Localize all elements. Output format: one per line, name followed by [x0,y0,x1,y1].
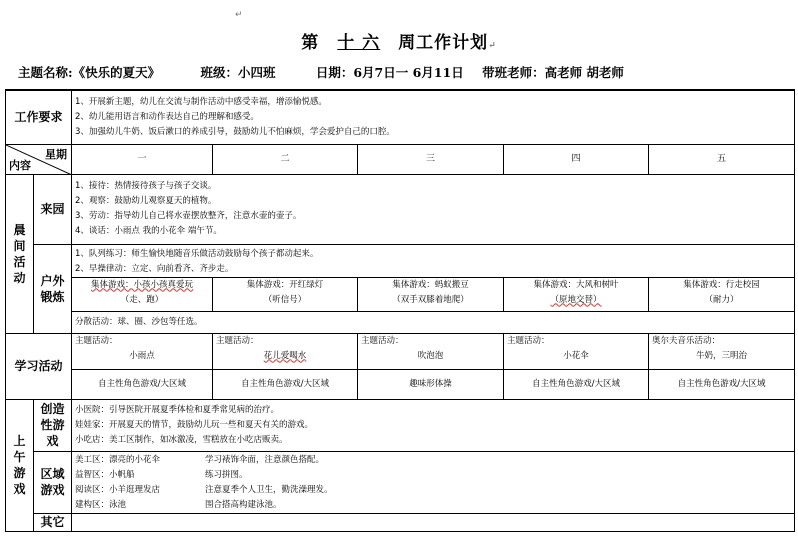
outdoor-content: 1、队列练习：师生愉快地随音乐做活动鼓励每个孩子都动起来。 2、早操律动：立定、向前看齐、齐步走。 [72,244,795,277]
morning-label: 晨间活动 [6,174,34,333]
study-theme: 主题活动： 吹泡泡 [358,333,504,369]
area-label: 区域游戏 [34,451,72,513]
study-theme: 主题活动： 花儿爱喝水 [213,333,358,369]
work-req-content: 1、开展新主题，幼儿在交流与制作活动中感受幸福，增添愉悦感。 2、幼儿能用语言和动作表达自己的理解和感受。 3、加强幼儿牛奶、饭后漱口的养成引导，鼓励幼儿不怕麻烦，学会爱护自己的口腔。 [72,90,795,144]
arrive-label: 来园 [34,174,72,244]
area-content: 美工区：漂亮的小花伞 学习裱饰伞面，注意颜色搭配。 益智区：小帆船 练习拼图。 阅读区：小羊逛理发店 注意夏季个人卫生，勤洗澡理发。 建构区：泳池 围合搭高构建泳池。 [72,451,795,513]
day-header: 五 [649,144,795,174]
plan-table [5,89,795,532]
study-free: 自主性角色游戏/大区域 [72,369,213,399]
study-theme: 奥尔夫音乐活动： 牛奶，三明治 [649,333,795,369]
outdoor-game: 集体游戏：蚂蚁搬豆 （双手双膝着地爬） [358,277,504,311]
creative-label: 创造性游戏 [34,399,72,451]
outdoor-game: 集体游戏：行走校园 （耐力） [649,277,795,311]
page-title: 第 十 六 周工作计划↵ [301,33,497,53]
outdoor-label: 户外锻炼 [34,244,72,333]
theme-name: 主题名称:《快乐的夏天》 [18,65,161,80]
plan-info [18,63,660,81]
paragraph-mark: ↵ [235,10,243,20]
arrive-content: 1、接待：热情接待孩子与孩子交谈。 2、观察：鼓励幼儿观察夏天的植物。 3、劳动：指导幼儿自己将水壶摆放整齐，注意水壶的壶子。 4、谈话：小雨点 我的小花伞 端午节。 [72,174,795,244]
am-games-label: 上午游戏 [6,399,34,531]
creative-content: 小医院：引导医院开展夏季体检和夏季常见病的治疗。 娃娃家：开展夏天的情节，鼓励幼儿玩一些和夏天有关的游戏。 小吃店：美工区制作，如冰激凌，雪糕放在小吃店贩卖。 [72,399,795,451]
study-label: 学习活动 [6,333,72,399]
outdoor-free: 分散活动：球、圈、沙包等任选。 [72,311,795,333]
outdoor-game: 集体游戏：大风和树叶 （原地交替） [504,277,649,311]
day-header: 三 [358,144,504,174]
class-name: 班级：小四班 [200,65,276,80]
other-label: 其它 [34,513,72,531]
outdoor-game: 集体游戏：开红绿灯 （听信号） [213,277,358,311]
study-free: 自主性角色游戏/大区域 [504,369,649,399]
study-theme: 主题活动： 小花伞 [504,333,649,369]
study-theme: 主题活动： 小雨点 [72,333,213,369]
other-content [72,513,795,531]
day-header: 二 [213,144,358,174]
study-free: 趣味形体操 [358,369,504,399]
study-free: 自主性角色游戏/大区域 [213,369,358,399]
outdoor-game: 集体游戏：小孩小孩真爱玩 （走、跑） [72,277,213,311]
study-free: 自主性角色游戏/大区域 [649,369,795,399]
header-diagonal-cell: 星期 内容 [6,144,72,174]
day-header: 一 [72,144,213,174]
date-range: 日期：6月7日一 6月11日 [315,65,464,80]
day-header: 四 [504,144,649,174]
teachers: 带班老师：高老师 胡老师 [482,65,624,80]
work-req-label: 工作要求 [6,90,72,144]
